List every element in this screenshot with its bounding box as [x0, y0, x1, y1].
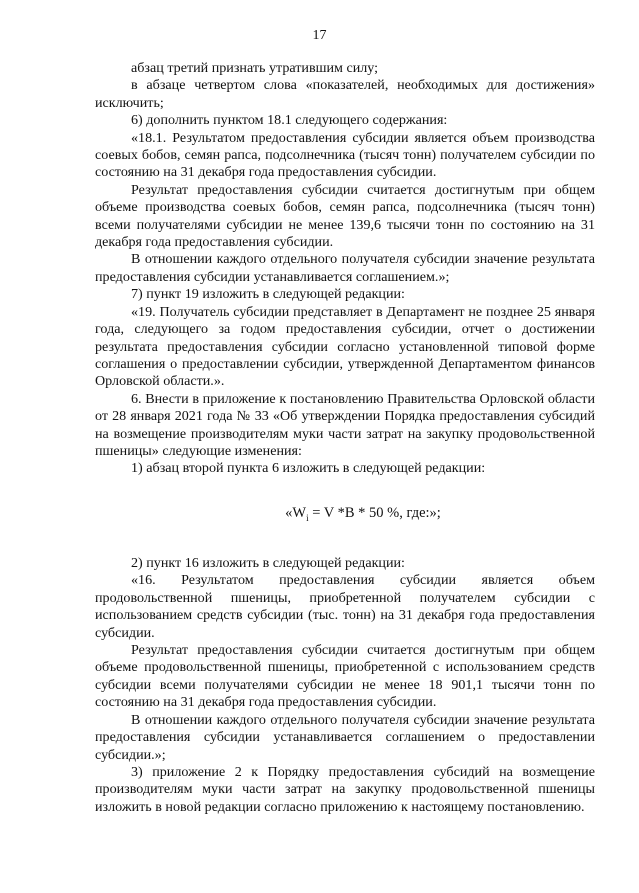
page-number: 17 [312, 28, 327, 43]
formula-rest: = V *B * 50 %, где:»; [308, 504, 441, 521]
paragraph: 2) пункт 16 изложить в следующей редакции: [131, 555, 405, 572]
paragraph: В отношении каждого отдельного получателя субсидии значение результата предоставления субсидии устанавливается соглашением.»; [95, 251, 595, 285]
paragraph: 1) абзац второй пункта 6 изложить в следующей редакции: [131, 460, 486, 477]
paragraph: «19. Получатель субсидии представляет в Департамент не позднее 25 января года, следующего за годом предоставления субсидии, отчет о достижении результата предоставления субсидии согласно установленной типовой форме соглашения о предоставлении субсидии, утвержденной Департаментом финансов Орловской области.». [95, 303, 595, 390]
formula-prefix: «W [285, 504, 307, 521]
paragraph: абзац третий признать утратившим силу; [131, 60, 379, 76]
paragraph: «18.1. Результатом предоставления субсидии является объем производства соевых бобов, семян рапса, подсолнечника (тысяч тонн) получателем субсидии по состоянию на 31 декабря года предоставления субсидии. [95, 129, 595, 181]
formula-subscript: i [306, 512, 309, 523]
paragraph: 6. Внести в приложение к постановлению Правительства Орловской области от 28 января 2021 года № 33 «Об утверждении Порядка предоставления субсидий на возмещение производителям муки части затрат на закупку продовольственной пшеницы» следующие изменения: [95, 390, 595, 459]
paragraph: Результат предоставления субсидии считается достигнутым при общем объеме производства соевых бобов, семян рапса, подсолнечника (тысяч тонн) всеми получателями субсидии не менее 139,6 тысячи тонн по состоянию на 31 декабря года предоставления субсидии. [95, 181, 595, 251]
document-body [95, 60, 595, 816]
paragraph: «16. Результатом предоставления субсидии является объем продовольственной пшеницы, приобретенной получателем субсидии с использованием средств субсидии (тыс. тонн) на 31 декабря года предоставления субсидии. [95, 572, 595, 641]
formula [95, 505, 595, 527]
paragraph: В отношении каждого отдельного получателя субсидии значение результата предоставления субсидии устанавливается соглашением о предоставлении субсидии.»; [95, 711, 595, 763]
paragraph: 7) пункт 19 изложить в следующей редакции: [131, 286, 405, 303]
paragraph: 3) приложение 2 к Порядку предоставления субсидий на возмещение производителям муки части затрат на закупку продовольственной пшеницы изложить в новой редакции согласно приложению к настоящему постановлению. [95, 763, 595, 815]
paragraph: Результат предоставления субсидии считается достигнутым при общем объеме продовольственной пшеницы, приобретенной с использованием средств субсидии всеми получателями субсидии не менее 18 901,1 тысячи тонн по состоянию на 31 декабря года предоставления субсидии. [95, 642, 595, 711]
paragraph: в абзаце четвертом слова «показателей, необходимых для достижения» исключить; [95, 77, 595, 111]
paragraph: 6) дополнить пунктом 18.1 следующего содержания: [131, 112, 448, 129]
